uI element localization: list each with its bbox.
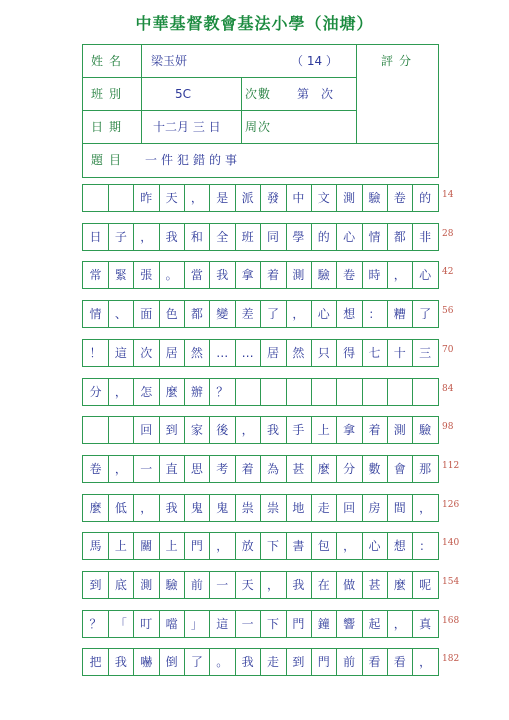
- grid-cell: 差: [235, 301, 261, 327]
- grid-cell: 我: [159, 224, 185, 250]
- grid-cell: 都: [387, 224, 413, 250]
- table-divider: [356, 45, 357, 143]
- grid-cell: 回: [337, 495, 363, 521]
- grid-cell: 到: [159, 417, 185, 443]
- grid-cell: 變: [210, 301, 236, 327]
- row-character-count: 84: [442, 384, 454, 394]
- grid-cell: 呢: [419, 578, 432, 592]
- grid-cell: 心: [311, 301, 337, 327]
- grid-cell: 低: [108, 495, 134, 521]
- grid-cell: 卷: [387, 185, 413, 211]
- grid-row: [82, 339, 439, 367]
- grid-cell: 看: [387, 649, 413, 675]
- grid-cell: 直: [159, 456, 185, 482]
- grid-cell: 緊: [108, 262, 134, 288]
- grid-cell: 包: [311, 533, 337, 559]
- grid-cell: 色: [159, 301, 185, 327]
- grid-cell: ：: [419, 539, 432, 553]
- grid-cell: 鬼: [184, 495, 210, 521]
- grid-row: [82, 455, 439, 483]
- grid-cell: [83, 185, 109, 211]
- student-info-table: [82, 44, 439, 178]
- grid-cell: ，: [387, 262, 413, 288]
- grid-cell: 卷: [337, 262, 363, 288]
- grid-cell: 叮: [134, 611, 160, 637]
- grid-cell: 房: [362, 495, 388, 521]
- grid-cell: [337, 379, 363, 405]
- grid-cell: ，: [108, 379, 134, 405]
- grid-cell: 班: [235, 224, 261, 250]
- row-character-count: 14: [442, 190, 454, 200]
- table-divider: [83, 110, 356, 111]
- grid-cell: 我: [108, 649, 134, 675]
- grid-cell: ！: [83, 340, 109, 366]
- grid-cell: 數: [362, 456, 388, 482]
- grid-cell: ？: [83, 611, 109, 637]
- grid-cell: 門: [286, 611, 312, 637]
- grid-cell: 這: [108, 340, 134, 366]
- grid-cell: 我: [235, 649, 261, 675]
- grid-cell: 七: [362, 340, 388, 366]
- class-number: （ 14 ）: [291, 54, 338, 68]
- grid-cell: 甚: [286, 456, 312, 482]
- grid-cell: 怎: [134, 379, 160, 405]
- grid-cell: 到: [83, 572, 109, 598]
- grid-cell: 和: [184, 224, 210, 250]
- grid-cell: 面: [134, 301, 160, 327]
- grid-cell: 想: [387, 533, 413, 559]
- grid-cell: 居: [261, 340, 287, 366]
- grid-cell: 祟: [261, 495, 287, 521]
- grid-cell: 上: [311, 417, 337, 443]
- school-title: 中華基督教會基法小學（油塘）: [135, 14, 374, 33]
- grid-cell: 的: [311, 224, 337, 250]
- grid-cell: 麼: [387, 572, 413, 598]
- row-character-count: 154: [442, 577, 460, 587]
- row-character-count: 182: [442, 654, 460, 664]
- grid-cell: ，: [419, 501, 432, 515]
- grid-cell: 拿: [337, 417, 363, 443]
- grid-cell: 然: [286, 340, 312, 366]
- grid-cell: 發: [261, 185, 287, 211]
- grid-cell: 驗: [159, 572, 185, 598]
- grid-cell: 然: [184, 340, 210, 366]
- grid-cell: …: [235, 340, 261, 366]
- row-character-count: 168: [442, 616, 460, 626]
- grid-cell: 了: [184, 649, 210, 675]
- grid-cell: 間: [387, 495, 413, 521]
- grid-cell: [286, 379, 312, 405]
- grid-cell: 放: [235, 533, 261, 559]
- grid-cell: 測: [134, 572, 160, 598]
- grid-cell: 拿: [235, 262, 261, 288]
- grid-cell: 了: [261, 301, 287, 327]
- grid-cell: [311, 379, 337, 405]
- grid-cell: ，: [184, 185, 210, 211]
- grid-cell: 情: [362, 224, 388, 250]
- grid-row: [82, 494, 439, 522]
- grid-cell: 驗: [419, 423, 432, 437]
- row-character-count: 42: [442, 267, 454, 277]
- grid-cell: 甚: [362, 572, 388, 598]
- grid-cell: 當: [184, 262, 210, 288]
- grid-cell: [413, 379, 438, 405]
- grid-cell: 下: [261, 611, 287, 637]
- topic-label: 題目: [91, 153, 128, 167]
- grid-cell: 馬: [83, 533, 109, 559]
- grid-cell: 麼: [311, 456, 337, 482]
- class-label: 班別: [91, 87, 128, 101]
- grid-cell: 。: [210, 649, 236, 675]
- grid-cell: 驗: [362, 185, 388, 211]
- row-character-count: 98: [442, 422, 454, 432]
- grid-cell: 家: [184, 417, 210, 443]
- grid-cell: 子: [108, 224, 134, 250]
- grid-cell: 「: [108, 611, 134, 637]
- grid-row: [82, 300, 439, 328]
- grid-cell: ，: [235, 417, 261, 443]
- grid-cell: 着: [261, 262, 287, 288]
- topic-value: 一件犯錯的事: [145, 153, 242, 167]
- grid-cell: 時: [362, 262, 388, 288]
- grid-cell: 一: [235, 611, 261, 637]
- date-label: 日期: [91, 120, 128, 134]
- grid-row: [82, 532, 439, 560]
- grid-cell: 驗: [311, 262, 337, 288]
- grid-row: [82, 378, 439, 406]
- grid-cell: 了: [419, 307, 432, 321]
- grid-cell: 響: [337, 611, 363, 637]
- week-label: 周次: [245, 120, 272, 134]
- grid-row: [82, 571, 439, 599]
- grid-cell: 思: [184, 456, 210, 482]
- grid-cell: 門: [184, 533, 210, 559]
- grid-cell: 底: [108, 572, 134, 598]
- grid-cell: 非: [419, 230, 432, 244]
- grid-cell: [362, 379, 388, 405]
- grid-cell: ，: [261, 572, 287, 598]
- row-character-count: 112: [442, 461, 460, 471]
- grid-cell: 張: [134, 262, 160, 288]
- grid-cell: 得: [337, 340, 363, 366]
- grid-cell: 嚇: [134, 649, 160, 675]
- grid-cell: 我: [261, 417, 287, 443]
- name-value: 梁玉妍: [151, 54, 188, 68]
- table-divider: [83, 143, 438, 144]
- class-value: 5C: [175, 87, 192, 101]
- grid-cell: 門: [311, 649, 337, 675]
- grid-cell: 一: [210, 572, 236, 598]
- grid-cell: ：: [362, 301, 388, 327]
- grid-cell: 到: [286, 649, 312, 675]
- grid-cell: 卷: [83, 456, 109, 482]
- grid-row: [82, 610, 439, 638]
- grid-cell: 的: [419, 191, 432, 205]
- grid-cell: 測: [286, 262, 312, 288]
- grid-cell: 想: [337, 301, 363, 327]
- grid-cell: 關: [134, 533, 160, 559]
- grid-cell: ？: [210, 379, 236, 405]
- grid-cell: 祟: [235, 495, 261, 521]
- grid-cell: 派: [235, 185, 261, 211]
- grid-cell: [261, 379, 287, 405]
- grid-row: [82, 184, 439, 212]
- row-character-count: 56: [442, 306, 454, 316]
- grid-cell: 地: [286, 495, 312, 521]
- grid-row: [82, 648, 439, 676]
- grid-cell: 鬼: [210, 495, 236, 521]
- grid-cell: ，: [108, 456, 134, 482]
- grid-cell: 測: [387, 417, 413, 443]
- grid-cell: 糟: [387, 301, 413, 327]
- grid-cell: 那: [419, 462, 432, 476]
- grid-cell: 後: [210, 417, 236, 443]
- grid-cell: 我: [159, 495, 185, 521]
- grid-cell: 是: [210, 185, 236, 211]
- grid-cell: 書: [286, 533, 312, 559]
- grid-cell: 我: [286, 572, 312, 598]
- grid-cell: 測: [337, 185, 363, 211]
- grid-cell: 居: [159, 340, 185, 366]
- grid-cell: 走: [261, 649, 287, 675]
- score-label: 評分: [381, 54, 418, 68]
- grid-cell: 昨: [134, 185, 160, 211]
- grid-cell: 會: [387, 456, 413, 482]
- grid-cell: 做: [337, 572, 363, 598]
- grid-cell: 天: [235, 572, 261, 598]
- row-character-count: 126: [442, 500, 460, 510]
- grid-cell: 下: [261, 533, 287, 559]
- grid-cell: 文: [311, 185, 337, 211]
- grid-cell: 。: [159, 262, 185, 288]
- count-label: 次數: [245, 87, 272, 101]
- grid-cell: ，: [286, 301, 312, 327]
- grid-cell: 分: [83, 379, 109, 405]
- grid-cell: 只: [311, 340, 337, 366]
- grid-cell: 回: [134, 417, 160, 443]
- date-value: 十二月 三 日: [153, 120, 221, 134]
- grid-cell: 心: [362, 533, 388, 559]
- row-character-count: 70: [442, 345, 454, 355]
- grid-cell: 我: [210, 262, 236, 288]
- grid-cell: 上: [159, 533, 185, 559]
- grid-cell: ，: [337, 533, 363, 559]
- grid-cell: 辦: [184, 379, 210, 405]
- grid-cell: 」: [184, 611, 210, 637]
- table-divider: [83, 77, 356, 78]
- grid-cell: 這: [210, 611, 236, 637]
- grid-cell: 、: [108, 301, 134, 327]
- grid-cell: 考: [210, 456, 236, 482]
- grid-cell: 走: [311, 495, 337, 521]
- grid-cell: 鐘: [311, 611, 337, 637]
- grid-cell: 手: [286, 417, 312, 443]
- grid-cell: 學: [286, 224, 312, 250]
- grid-cell: 前: [337, 649, 363, 675]
- grid-cell: 着: [235, 456, 261, 482]
- count-value: 第 次: [297, 87, 334, 101]
- grid-cell: 心: [419, 268, 432, 282]
- grid-cell: 把: [83, 649, 109, 675]
- grid-cell: 倒: [159, 649, 185, 675]
- grid-cell: 次: [134, 340, 160, 366]
- grid-row: [82, 261, 439, 289]
- grid-cell: 同: [261, 224, 287, 250]
- row-character-count: 28: [442, 229, 454, 239]
- grid-cell: 全: [210, 224, 236, 250]
- grid-cell: 十: [387, 340, 413, 366]
- name-label: 姓名: [91, 54, 128, 68]
- grid-cell: 麼: [83, 495, 109, 521]
- grid-cell: 都: [184, 301, 210, 327]
- grid-cell: 起: [362, 611, 388, 637]
- grid-cell: 天: [159, 185, 185, 211]
- grid-cell: 常: [83, 262, 109, 288]
- grid-cell: [387, 379, 413, 405]
- grid-cell: 三: [419, 346, 432, 360]
- grid-cell: …: [210, 340, 236, 366]
- grid-cell: ，: [419, 655, 432, 669]
- grid-cell: 一: [134, 456, 160, 482]
- grid-cell: 着: [362, 417, 388, 443]
- row-character-count: 140: [442, 538, 460, 548]
- table-divider: [141, 45, 142, 143]
- grid-cell: [108, 417, 134, 443]
- grid-cell: 為: [261, 456, 287, 482]
- grid-cell: ，: [387, 611, 413, 637]
- grid-cell: 真: [419, 617, 432, 631]
- grid-cell: 前: [184, 572, 210, 598]
- grid-cell: [83, 417, 109, 443]
- grid-cell: 中: [286, 185, 312, 211]
- grid-cell: ，: [134, 495, 160, 521]
- grid-cell: 心: [337, 224, 363, 250]
- grid-cell: [235, 379, 261, 405]
- grid-cell: ，: [210, 533, 236, 559]
- grid-row: [82, 223, 439, 251]
- grid-cell: 麼: [159, 379, 185, 405]
- grid-cell: 看: [362, 649, 388, 675]
- grid-cell: 分: [337, 456, 363, 482]
- grid-row: [82, 416, 439, 444]
- grid-cell: 上: [108, 533, 134, 559]
- grid-cell: 情: [83, 301, 109, 327]
- grid-cell: 在: [311, 572, 337, 598]
- grid-cell: 噹: [159, 611, 185, 637]
- grid-cell: 日: [83, 224, 109, 250]
- grid-cell: ，: [134, 224, 160, 250]
- table-divider: [241, 78, 242, 143]
- grid-cell: [108, 185, 134, 211]
